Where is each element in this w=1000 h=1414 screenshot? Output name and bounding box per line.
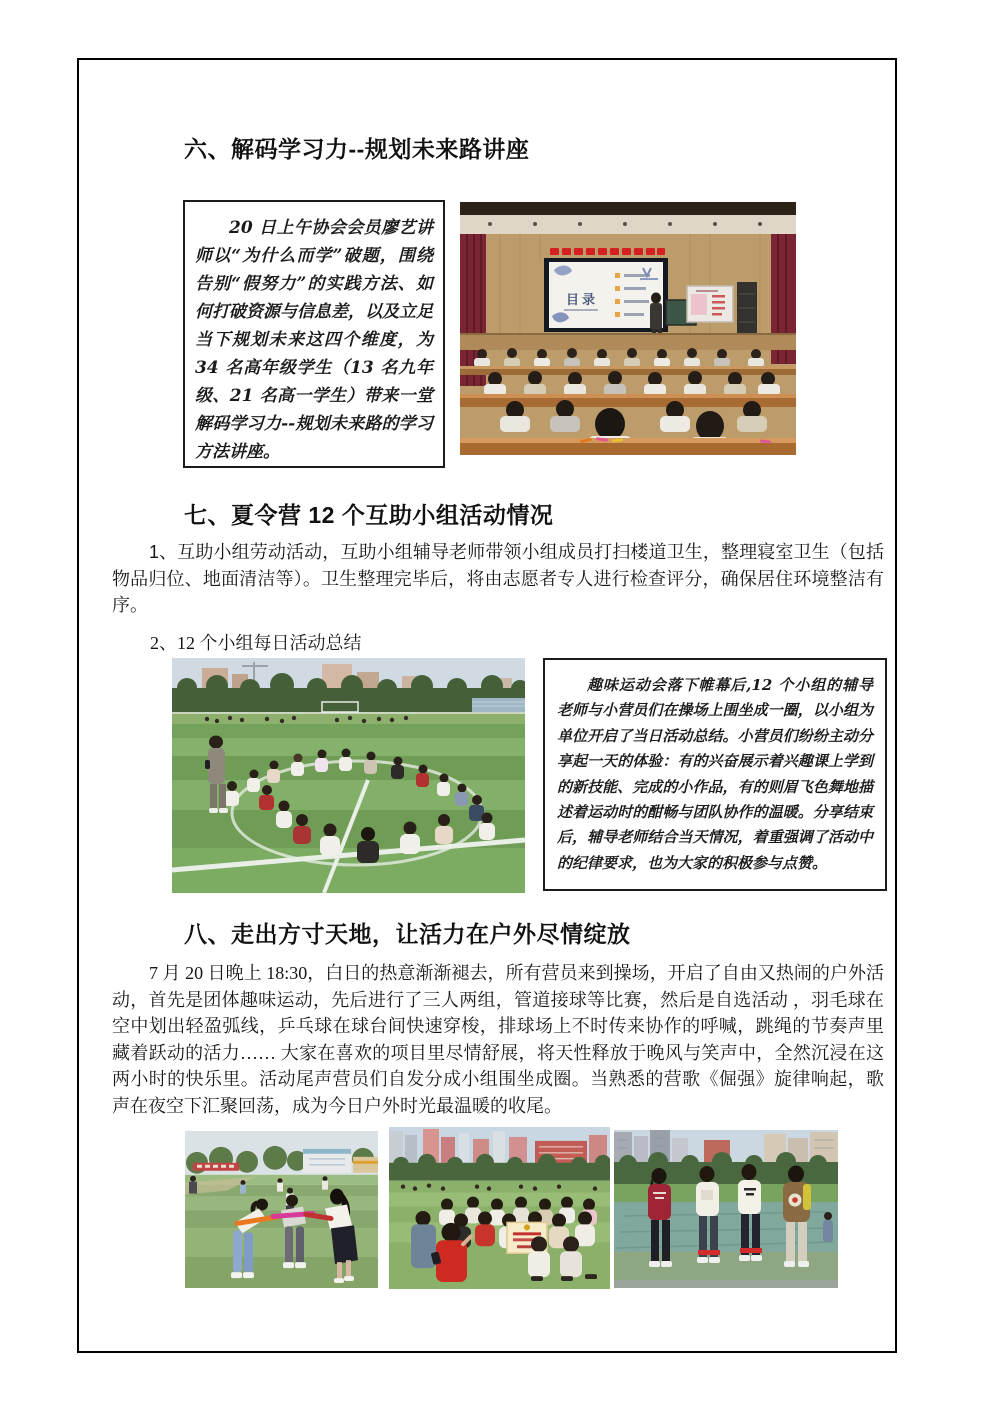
- lecture-hall-illustration: [460, 202, 796, 455]
- tied-leg-illustration: [614, 1130, 838, 1288]
- tube-game-photo: [185, 1131, 378, 1288]
- field-circle-illustration: [172, 658, 525, 893]
- tied-leg-race-photo: [614, 1130, 838, 1288]
- section8-heading: 八、走出方寸天地，让活力在户外尽情绽放: [184, 921, 631, 947]
- section7-item1-body: 互助小组辅导老师带领小组成员打扫楼道卫生，整理寝室卫生（包括物品归位、地面清洁等）。卫生整理完毕后，将由志愿者专人进行检查评分，确保居住环境整洁有序。: [112, 542, 885, 616]
- kids-award-photo: [389, 1127, 610, 1289]
- section7-item1-lead: 1、互助小组劳动活动，: [149, 542, 341, 562]
- far-right-figure: [823, 1212, 833, 1242]
- section6-heading: 六、解码学习力--规划未来路讲座: [184, 136, 530, 162]
- section6-textbox: 20 日上午协会会员廖艺讲师以“为什么而学”破题，围绕告别“假努力”的实践方法、如何打破资源与信息差，以及立足当下规划未来这四个维度，为 34 名高年级学生（13 名九年级、21 名高一学生）带来一堂解码学习力--规划未来路的学习方法讲座。: [183, 200, 445, 468]
- section7-item1-paragraph: [112, 539, 884, 619]
- section7-item2: 2、12 个小组每日活动总结: [150, 633, 362, 653]
- group-circle-photo: [172, 658, 525, 893]
- section7-heading: 七、夏令营 12 个互助小组活动情况: [184, 502, 554, 528]
- lecture-hall-photo: [460, 202, 796, 455]
- tube-game-illustration: [185, 1131, 378, 1288]
- slide-title-text: 目录: [566, 293, 599, 308]
- section7-textbox: 趣味运动会落下帷幕后,12 个小组的辅导老师与小营员们在操场上围坐成一圈，以小组为单位开启了当日活动总结。小营员们纷纷主动分享起一天的体验：有的兴奋展示着兴趣课上学到的新技能、完成的小作品，有的则眉飞色舞地描述着运动时的酣畅与团队协作的温暖。分享结束后，辅导老师结合当天情况，着重强调了活动中的纪律要求，也为大家的积极参与点赞。: [543, 658, 887, 891]
- kids-award-illustration: [389, 1127, 610, 1289]
- section8-paragraph: 7 月 20 日晚上 18:30，白日的热意渐渐褪去，所有营员来到操场，开启了自由又热闹的户外活动，首先是团体趣味运动，先后进行了三人两组，管道接球等比赛，然后是自选活动 ，羽毛球在空中划出轻盈弧线，乒乓球在球台间快速穿梭，排球场上不时传来协作的呼喊，跳绳的节奏声里藏着跃动的活力…… 大家在喜欢的项目里尽情舒展，将天性释放于晚风与笑声中，全然沉浸在这两小时的快乐里。活动尾声营员们自发分成小组围坐成圈。当熟悉的营歌《倔强》旋律响起，歌声在夜空下汇聚回荡，成为今日户外时光最温暖的收尾。: [112, 963, 884, 1116]
